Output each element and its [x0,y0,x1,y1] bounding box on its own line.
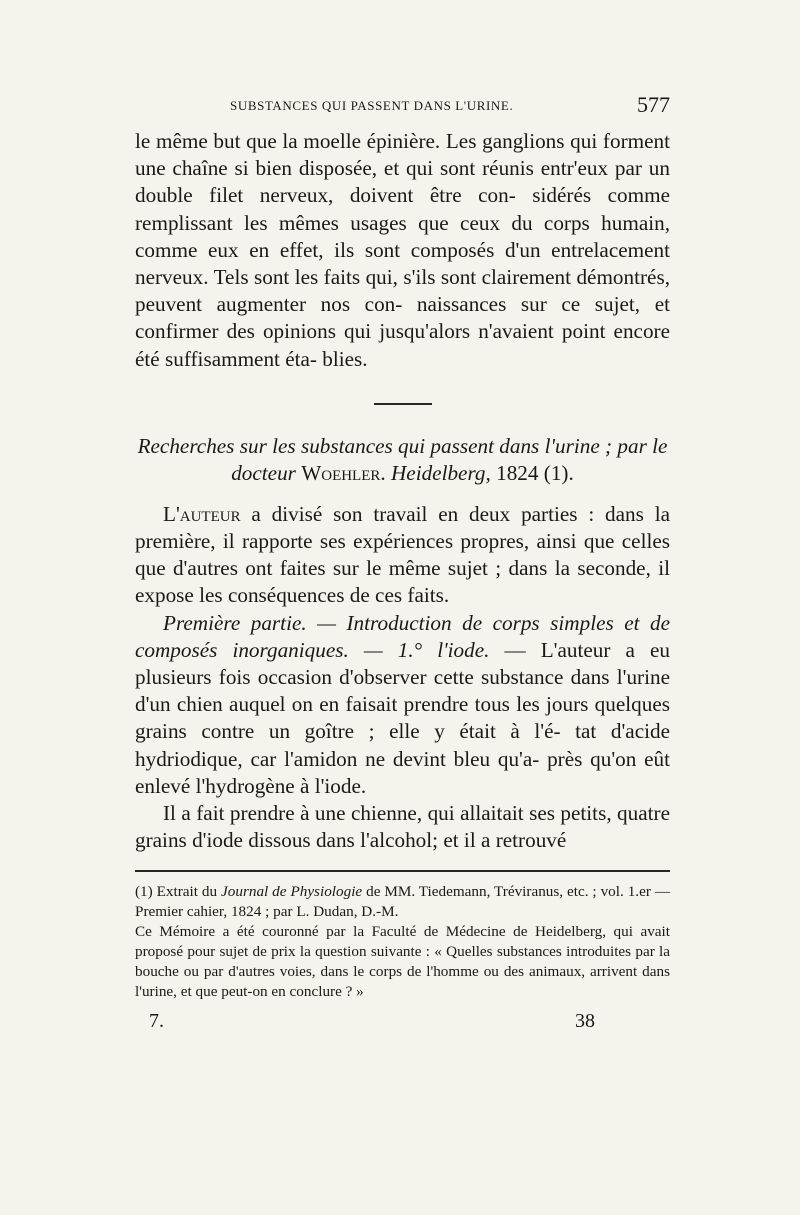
footnote-text-1: de MM. Tiedemann, Tréviranus, etc. ; vol. 1.er — Premier cahier, 1824 ; par L. Dudan, D.-M. [135,883,671,921]
running-head [135,92,670,128]
section-title-end: 1824 (1). [496,460,574,485]
paragraph-2-italic: Première partie. — Introduction de corps simples et de composés inorganiques. — 1.° l'iode. [135,610,670,662]
page [135,92,670,1040]
signature-number: 38 [575,1010,595,1033]
signature-mark: 7. [149,1010,164,1033]
paragraph-2 [135,610,670,800]
footnote-text-2: Ce Mémoire a été couronné par la Faculté de Médecine de Heidelberg, qui avait proposé pour sujet de prix la question suivante : « Quelles substances introduites par la bouche ou par d'autres voies, dans le corps de l'homme ou des animaux, arrivent dans l'urine, et que peut-on en conclure ? » [135,923,670,1001]
paragraph-1 [135,501,670,610]
footnote-rule [135,870,670,872]
page-number: 577 [637,92,670,117]
paragraph-3 [135,800,670,854]
running-title: SUBSTANCES QUI PASSENT DANS L'URINE. [230,98,514,113]
signature-row [135,1010,670,1040]
section-title-place: Heidelberg, [390,460,491,485]
section-author: Woehler [301,460,381,485]
section-title: Recherches sur les substances qui passent dans l'urine ; par le docteur Woehler. Heidelberg, 1824 (1). [137,433,668,485]
footnote-1 [135,882,670,922]
paragraph-2-text: — L'auteur a eu plusieurs fois occasion d'observer cette substance dans l'urine d'un chien auquel on en faisait prendre tous les jours quelques grains contre un goître ; elle y était à l'é- tat d'acide hydriodique, car l'amidon ne devint bleu qu'a- près qu'on eût enlevé l'hydrogène à l'iode. [135,637,670,798]
intro-paragraph: le même but que la moelle épinière. Les ganglions qui forment une chaîne si bien disposée, et qui sont réunis entr'eux par un double filet nerveux, doivent être con- sidérés comme remplissant les mêmes usages que ceux du corps humain, comme eux en effet, ils sont composés d'un entrelacement nerveux. Tels sont les faits qui, s'ils sont clairement démontrés, peuvent augmenter nos con- naissances sur ce sujet, et confirmer des opinions qui jusqu'alors n'avaient point encore été suffisamment éta- blies. [135,129,670,371]
footnote-marker: (1) Extrait du [135,883,218,901]
footnote-journal: Journal de Physiologie [221,883,363,901]
paragraph-1-text: a divisé son travail en deux parties : dans la première, il rapporte ses expériences propres, ainsi que celles que d'autres ont faites sur le même sujet ; dans la seconde, il expose les conséquences de ces faits. [135,501,670,608]
section-title-italic: Recherches sur les substances qui passent dans l'urine ; par le docteur [137,433,668,485]
footnote-2 [135,922,670,1002]
section-divider [374,403,432,405]
paragraph-1-lead: L'auteur [163,501,241,526]
paragraph-3-text: Il a fait prendre à une chienne, qui allaitait ses petits, quatre grains d'iode dissous dans l'alcohol; et il a retrouvé [135,801,670,853]
